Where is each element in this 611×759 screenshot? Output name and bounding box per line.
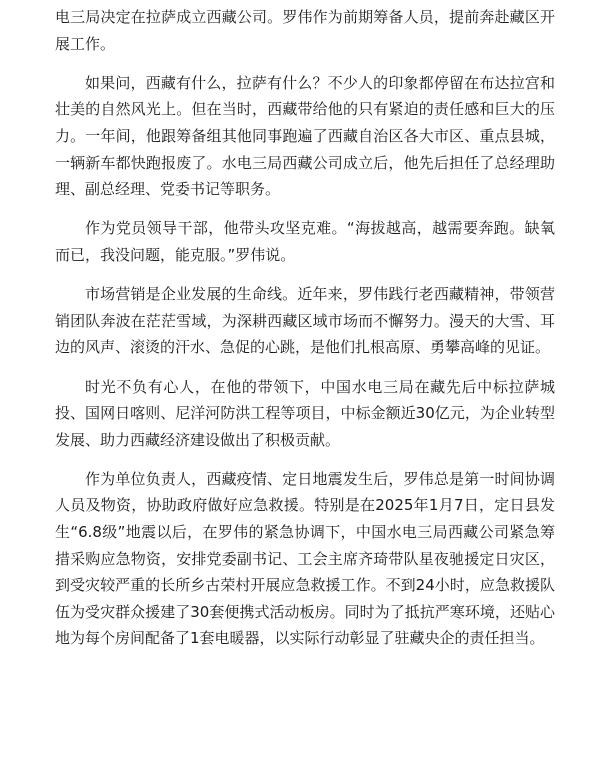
paragraph: 作为单位负责人，西藏疫情、定日地震发生后，罗伟总是第一时间协调人员及物资，协助政府做好应急救援。特别是在2025年1月7日，定日县发生“6.8级”地震以后，在罗伟的紧急协调下，中国水电三局西藏公司紧急筹措采购应急物资，安排党委副书记、工会主席齐琦带队星夜驰援定日灾区，到受灾较严重的长所乡古荣村开展应急救援工作。不到24小时，应急救援队伍为受灾群众援建了30套便携式活动板房。同时为了抵抗严寒环境，还贴心地为每个房间配备了1套电暖器，以实际行动彰显了驻藏央企的责任担当。 <box>55 469 555 648</box>
paragraph: 如果问，西藏有什么，拉萨有什么？不少人的印象都停留在布达拉宫和壮美的自然风光上。但在当时，西藏带给他的只有紧迫的责任感和巨大的压力。一年间，他跟筹备组其他同事跑遍了西藏自治区各大市区、重点县城，一辆新车都快跑报废了。水电三局西藏公司成立后，他先后担任了总经理助理、副总经理、党委书记等职务。 <box>55 73 555 199</box>
paragraph: 作为党员领导干部，他带头攻坚克难。“海拔越高，越需要奔跑。缺氧而已，我没问题，能克服。”罗伟说。 <box>55 219 555 264</box>
paragraph: 时光不负有心人，在他的带领下，中国水电三局在藏先后中标拉萨城投、国网日喀则、尼洋河防洪工程等项目，中标金额近30亿元，为企业转型发展、助力西藏经济建设做出了积极贡献。 <box>55 377 555 449</box>
article-body <box>55 4 555 665</box>
paragraph-continued: 电三局决定在拉萨成立西藏公司。罗伟作为前期筹备人员，提前奔赴藏区开展工作。 <box>55 8 555 53</box>
paragraph: 市场营销是企业发展的生命线。近年来，罗伟践行老西藏精神，带领营销团队奔波在茫茫雪域，为深耕西藏区域市场而不懈努力。漫天的大雪、耳边的风声、滚烫的汗水、急促的心跳，是他们扎根高原、勇攀高峰的见证。 <box>55 285 555 357</box>
